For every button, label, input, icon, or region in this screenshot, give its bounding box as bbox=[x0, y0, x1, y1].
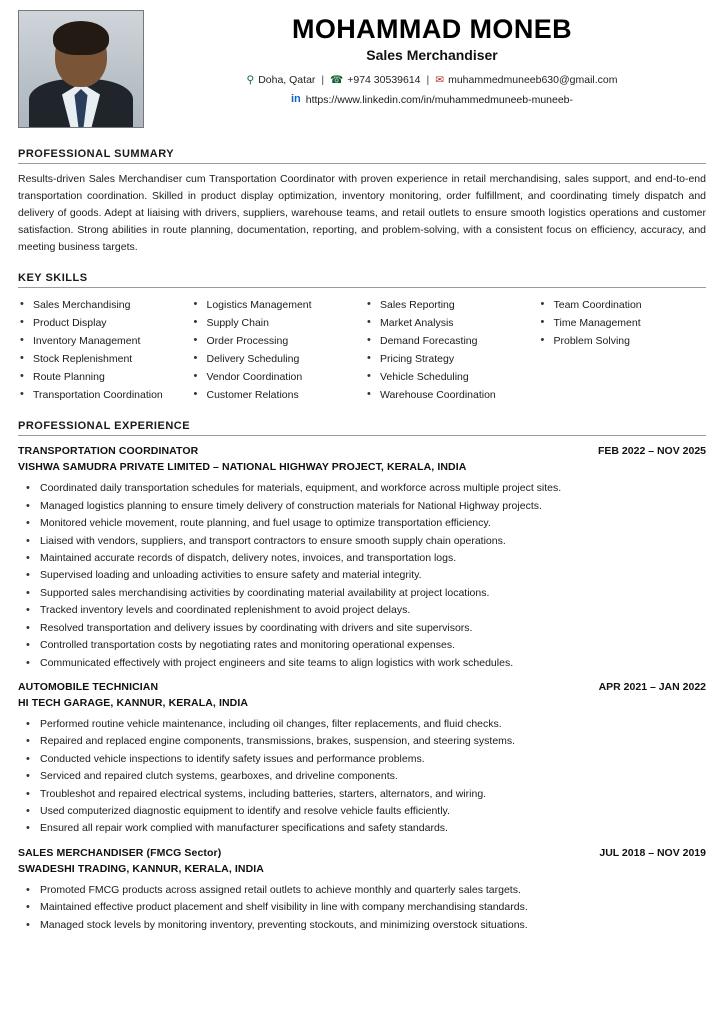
job-role-subtitle: Sales Merchandiser bbox=[366, 47, 498, 64]
skill-item: • Vendor Coordination bbox=[192, 368, 360, 386]
email-icon: ✉ bbox=[435, 74, 445, 87]
skill-item: • Stock Replenishment bbox=[18, 350, 186, 368]
skill-item: • Sales Reporting bbox=[365, 296, 533, 314]
phone-icon: ☎ bbox=[330, 74, 344, 87]
photo-hair bbox=[53, 21, 109, 55]
job-bullets bbox=[18, 716, 706, 838]
list-item: • Monitored vehicle movement, route planning, and fuel usage to optimize transportation efficiency. bbox=[18, 515, 706, 532]
skill-item: • Pricing Strategy bbox=[365, 350, 533, 368]
list-item: • Resolved transportation and delivery issues by coordinating with drivers and site supervisors. bbox=[18, 620, 706, 637]
job-title: SALES MERCHANDISER (FMCG Sector) bbox=[18, 846, 222, 859]
skills-column-1 bbox=[18, 296, 186, 404]
skill-item: • Problem Solving bbox=[539, 332, 707, 350]
skill-item: • Route Planning bbox=[18, 368, 186, 386]
email-text: muhammedmuneeb630@gmail.com bbox=[448, 74, 618, 87]
skill-item: • Logistics Management bbox=[192, 296, 360, 314]
contact-separator-2: | bbox=[426, 74, 430, 87]
job-company: VISHWA SAMUDRA PRIVATE LIMITED – NATIONAL HIGHWAY PROJECT, KERALA, INDIA bbox=[18, 461, 467, 474]
list-item: • Managed logistics planning to ensure timely delivery of construction materials for National Highway projects. bbox=[18, 498, 706, 515]
identity-block bbox=[158, 10, 706, 106]
contact-line bbox=[158, 73, 706, 88]
section-heading-experience: PROFESSIONAL EXPERIENCE bbox=[18, 414, 706, 436]
list-item: • Promoted FMCG products across assigned retail outlets to achieve monthly and quarterly sales targets. bbox=[18, 882, 706, 899]
phone-text: +974 30539614 bbox=[347, 74, 421, 87]
list-item: • Liaised with vendors, suppliers, and transport contractors to ensure smooth supply chain operations. bbox=[18, 533, 706, 550]
skill-item: • Sales Merchandising bbox=[18, 296, 186, 314]
skill-item: • Market Analysis bbox=[365, 314, 533, 332]
skill-item: • Warehouse Coordination bbox=[365, 386, 533, 404]
list-item: • Conducted vehicle inspections to identify safety issues and performance problems. bbox=[18, 751, 706, 768]
profile-photo bbox=[18, 10, 144, 128]
experience-entry bbox=[18, 681, 706, 838]
skill-item: • Supply Chain bbox=[192, 314, 360, 332]
job-dates: JUL 2018 – NOV 2019 bbox=[599, 846, 706, 859]
list-item: • Communicated effectively with project engineers and site teams to align logistics with work schedules. bbox=[18, 655, 706, 672]
skills-column-4 bbox=[539, 296, 707, 404]
skill-item: • Product Display bbox=[18, 314, 186, 332]
skill-item: • Demand Forecasting bbox=[365, 332, 533, 350]
job-company: HI TECH GARAGE, KANNUR, KERALA, INDIA bbox=[18, 696, 249, 709]
job-title: TRANSPORTATION COORDINATOR bbox=[18, 445, 199, 458]
list-item: • Used computerized diagnostic equipment to identify and resolve vehicle faults efficiently. bbox=[18, 803, 706, 820]
list-item: • Ensured all repair work complied with manufacturer specifications and safety standards. bbox=[18, 820, 706, 837]
skill-item: • Inventory Management bbox=[18, 332, 186, 350]
list-item: • Supervised loading and unloading activities to ensure safety and material integrity. bbox=[18, 567, 706, 584]
list-item: • Serviced and repaired clutch systems, gearboxes, and driveline components. bbox=[18, 768, 706, 785]
linkedin-icon: in bbox=[290, 93, 301, 106]
resume-header bbox=[18, 10, 706, 134]
experience-entry-header bbox=[18, 445, 706, 457]
skill-item: • Time Management bbox=[539, 314, 707, 332]
section-heading-summary: PROFESSIONAL SUMMARY bbox=[18, 142, 706, 164]
job-dates: FEB 2022 – NOV 2025 bbox=[598, 445, 706, 458]
contact-phone[interactable] bbox=[330, 73, 420, 88]
skill-item: • Order Processing bbox=[192, 332, 360, 350]
skill-item: • Delivery Scheduling bbox=[192, 350, 360, 368]
experience-entry bbox=[18, 445, 706, 672]
location-pin-icon: ⚲ bbox=[246, 74, 255, 87]
experience-entry-header bbox=[18, 847, 706, 859]
job-title: AUTOMOBILE TECHNICIAN bbox=[18, 680, 159, 693]
list-item: • Tracked inventory levels and coordinated replenishment to avoid project delays. bbox=[18, 602, 706, 619]
skill-item: • Transportation Coordination bbox=[18, 386, 186, 404]
linkedin-line[interactable] bbox=[158, 94, 706, 106]
skill-item: • Team Coordination bbox=[539, 296, 707, 314]
list-item: • Troubleshot and repaired electrical systems, including batteries, starters, alternators, and wiring. bbox=[18, 786, 706, 803]
linkedin-url: https://www.linkedin.com/in/muhammedmuneeb-muneeb- bbox=[305, 93, 574, 106]
list-item: • Controlled transportation costs by negotiating rates and monitoring operational expenses. bbox=[18, 637, 706, 654]
summary-text: Results-driven Sales Merchandiser cum Transportation Coordinator with proven experience in retail merchandising, sales support, and end-to-end transportation coordination. Skilled in product display optimization, inventory monitoring, order fulfillment, and coordinating timely dispatch and delivery of goods. Adept at liaising with drivers, suppliers, warehouse teams, and retail outlets to ensure smooth logistics operations and customer satisfaction. Strong abilities in route planning, documentation, reporting, and problem-solving, with a consistent focus on efficiency, accuracy, and meeting business targets. bbox=[18, 173, 706, 253]
list-item: • Maintained effective product placement and shelf visibility in line with company merchandising standards. bbox=[18, 899, 706, 916]
contact-email[interactable] bbox=[435, 73, 617, 88]
list-item: • Managed stock levels by monitoring inventory, preventing stockouts, and minimizing overstock situations. bbox=[18, 917, 706, 934]
skills-column-2 bbox=[192, 296, 360, 404]
skill-item: • Customer Relations bbox=[192, 386, 360, 404]
contact-location bbox=[247, 73, 316, 88]
location-text: Doha, Qatar bbox=[258, 74, 316, 87]
list-item: • Repaired and replaced engine components, transmissions, brakes, suspension, and steering systems. bbox=[18, 733, 706, 750]
contact-separator-1: | bbox=[321, 74, 325, 87]
skill-item: • Vehicle Scheduling bbox=[365, 368, 533, 386]
skills-column-3 bbox=[365, 296, 533, 404]
experience-entry-header bbox=[18, 681, 706, 693]
list-item: • Supported sales merchandising activities by coordinating material availability at project locations. bbox=[18, 585, 706, 602]
list-item: • Coordinated daily transportation schedules for materials, equipment, and workforce across multiple project sites. bbox=[18, 480, 706, 497]
job-bullets bbox=[18, 480, 706, 672]
job-dates: APR 2021 – JAN 2022 bbox=[598, 680, 706, 693]
skills-grid bbox=[18, 296, 706, 404]
experience-entry bbox=[18, 847, 706, 934]
section-heading-skills: KEY SKILLS bbox=[18, 266, 706, 288]
list-item: • Maintained accurate records of dispatch, delivery notes, invoices, and transportation logs. bbox=[18, 550, 706, 567]
job-company: SWADESHI TRADING, KANNUR, KERALA, INDIA bbox=[18, 862, 264, 875]
page-title: MOHAMMAD MONEB bbox=[291, 14, 573, 44]
job-bullets bbox=[18, 882, 706, 934]
list-item: • Performed routine vehicle maintenance, including oil changes, filter replacements, and fluid checks. bbox=[18, 716, 706, 733]
